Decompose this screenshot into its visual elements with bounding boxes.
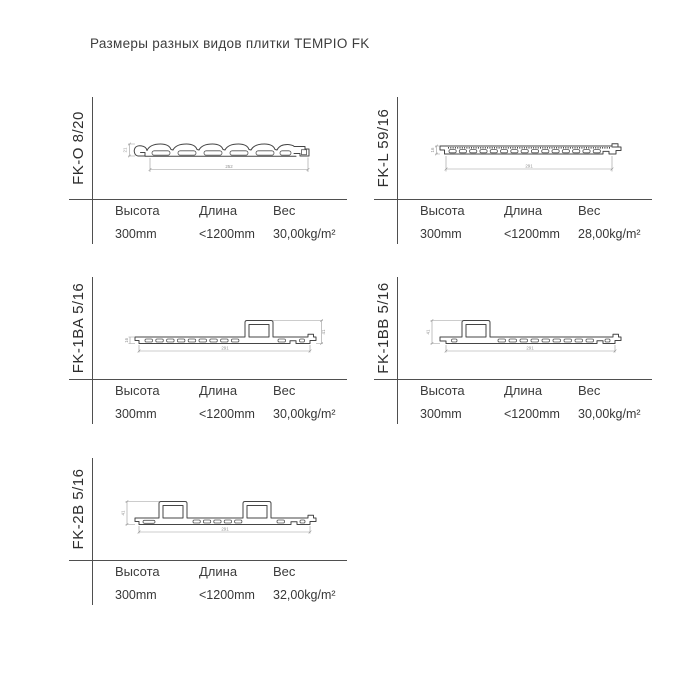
dim-side-label: 41 [120,510,126,516]
profile-slots [143,520,305,523]
col-header-height: Высота [420,203,465,218]
profile-drawing-box-right [95,311,350,369]
profile-box1-inner [163,506,183,519]
profile-box2-inner [247,506,267,519]
section-divider-vertical [397,277,398,424]
dimension-width [149,158,310,173]
section-divider-horizontal [69,199,347,200]
value-weight: 30,00kg/m² [273,407,336,421]
section-fk-l-59-16 [370,97,662,249]
col-header-length: Длина [199,203,238,218]
dimension-height [123,143,136,158]
spec-table [115,383,353,421]
value-weight: 28,00kg/m² [578,227,641,241]
col-header-height: Высота [420,383,465,398]
section-divider-horizontal [69,560,347,561]
dimension-width [445,156,614,172]
section-fk-1bb-5-16 [370,277,662,429]
col-header-weight: Вес [273,203,296,218]
value-height: 300mm [420,407,462,421]
dim-width-label: 291 [525,163,533,169]
dim-width-label: 291 [221,345,229,351]
profile-slots [449,150,600,153]
dimension-width [138,345,312,353]
section-divider-horizontal [374,379,652,380]
col-header-length: Длина [199,383,238,398]
dim-side-label: 21 [122,147,128,153]
dimension-width [445,345,617,353]
col-header-weight: Вес [578,383,601,398]
spec-table [420,203,658,241]
dimension-height [124,337,135,344]
dim-side2-label: 41 [320,329,326,335]
value-height: 300mm [115,588,157,602]
section-divider-vertical [92,458,93,605]
col-header-length: Длина [504,203,543,218]
section-divider-vertical [92,277,93,424]
section-divider-vertical [92,97,93,244]
value-length: <1200mm [504,407,560,421]
dim-side-label: 16 [430,147,435,153]
value-length: <1200mm [199,588,255,602]
dim-width-label: 291 [526,345,534,351]
value-weight: 30,00kg/m² [578,407,641,421]
section-label: FK-O 8/20 [70,111,87,185]
spec-table [115,564,353,602]
col-header-height: Высота [115,564,160,579]
profile-box-inner [249,325,269,338]
section-label: FK-1BB 5/16 [375,282,392,374]
profile-left-hook [134,146,147,156]
col-header-height: Высота [115,383,160,398]
section-divider-vertical [397,97,398,244]
profile-box-inner [466,325,486,338]
profile-holes [152,150,307,156]
dimension-height [430,145,440,156]
value-weight: 30,00kg/m² [273,227,336,241]
col-header-weight: Вес [578,203,601,218]
value-length: <1200mm [199,227,255,241]
profile-outline [135,321,316,344]
section-fk-1ba-5-16 [65,277,357,429]
col-header-weight: Вес [273,564,296,579]
dimension-box-height [120,500,159,526]
section-fk-o-8-20 [65,97,357,249]
dim-width-label: 291 [221,526,229,532]
col-header-weight: Вес [273,383,296,398]
value-length: <1200mm [504,227,560,241]
section-label: FK-1BA 5/16 [70,282,87,374]
value-height: 300mm [115,227,157,241]
profile-drawing-wave [95,131,350,189]
dimension-width [138,526,312,534]
section-label: FK-2B 5/16 [70,468,87,550]
value-height: 300mm [115,407,157,421]
spec-table [420,383,658,421]
profile-slots [145,339,305,342]
spec-table [115,203,353,241]
section-divider-horizontal [374,199,652,200]
profile-drawing-flat [400,131,655,189]
section-label: FK-L 59/16 [375,108,392,188]
profile-top-outline [147,144,309,156]
dim-side-label: 16 [123,337,129,343]
profile-outline [135,502,316,525]
col-header-height: Высота [115,203,160,218]
page-title: Размеры разных видов плитки TEMPIO FK [90,36,370,51]
col-header-length: Длина [504,383,543,398]
profile-drawing-two-boxes [95,492,350,550]
profile-slots [452,339,611,342]
dim-side-label: 41 [425,329,431,335]
section-divider-horizontal [69,379,347,380]
value-height: 300mm [420,227,462,241]
section-fk-2b-5-16 [65,458,357,610]
profile-drawing-box-left [400,311,655,369]
value-weight: 32,00kg/m² [273,588,336,602]
value-length: <1200mm [199,407,255,421]
col-header-length: Длина [199,564,238,579]
dim-width-label: 252 [225,164,233,169]
